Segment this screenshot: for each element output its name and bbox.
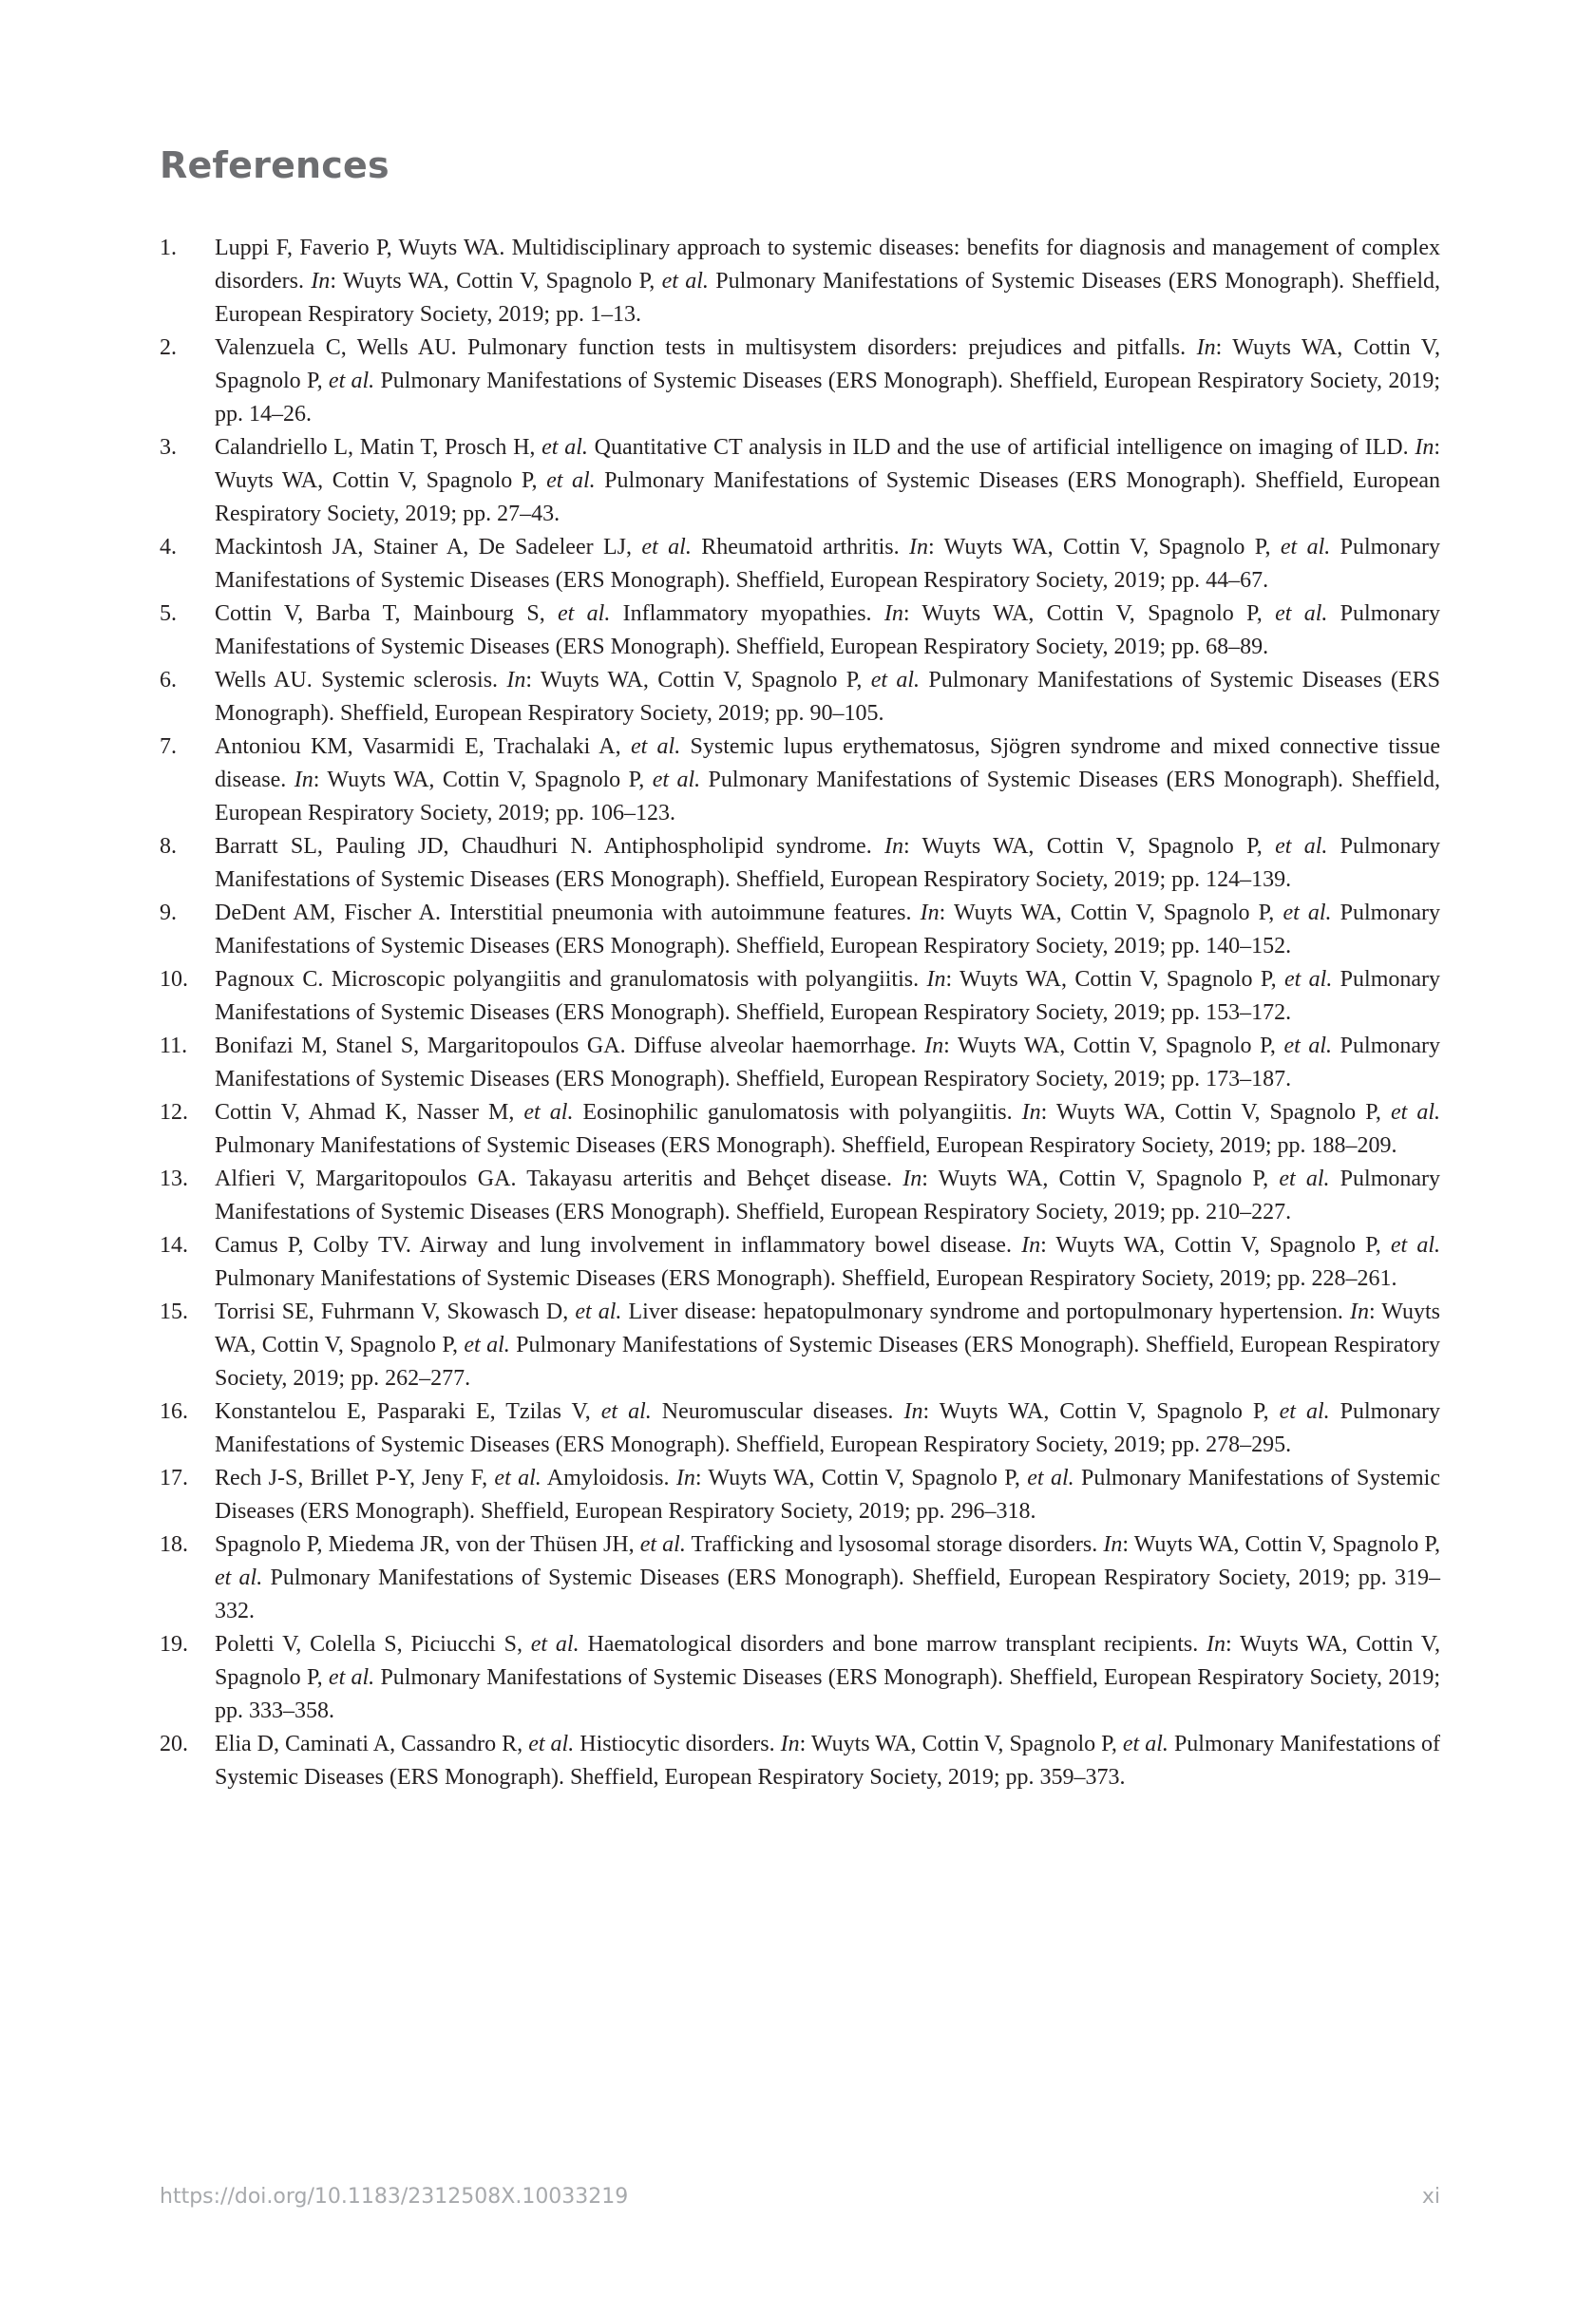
reference-italic-segment: et al. <box>630 734 681 759</box>
reference-segment: Pulmonary Manifestations of Systemic Diseases (ERS Monograph). Sheffield, European Respiratory Society, 2019; pp. 228–261. <box>215 1266 1397 1291</box>
reference-segment: Valenzuela C, Wells AU. Pulmonary function tests in multisystem disorders: prejudices and pitfalls. <box>215 335 1197 360</box>
reference-segment: : Wuyts WA, Cottin V, Spagnolo P, <box>943 1034 1284 1058</box>
reference-text <box>215 1628 1440 1728</box>
reference-segment: Pulmonary Manifestations of Systemic Diseases (ERS Monograph). Sheffield, European Respiratory Society, 2019; pp. 359–373. <box>215 1732 1440 1790</box>
reference-number: 4. <box>160 535 177 560</box>
reference-italic-segment: In <box>920 901 940 925</box>
reference-segment: : Wuyts WA, Cottin V, Spagnolo P, <box>1122 1532 1441 1557</box>
reference-italic-segment: et al. <box>1280 535 1331 560</box>
reference-segment: Pulmonary Manifestations of Systemic Diseases (ERS Monograph). Sheffield, European Respiratory Society, 2019; pp. 68–89. <box>215 601 1441 659</box>
reference-italic-segment: et al. <box>1390 1233 1440 1258</box>
reference-segment: Pulmonary Manifestations of Systemic Diseases (ERS Monograph). Sheffield, European Respiratory Society, 2019; pp. 90–105. <box>215 668 1441 726</box>
reference-segment: : Wuyts WA, Cottin V, Spagnolo P, <box>945 967 1284 992</box>
reference-italic-segment: et al. <box>464 1333 510 1357</box>
reference-item <box>160 332 1440 431</box>
reference-text <box>215 1229 1440 1296</box>
reference-italic-segment: et al. <box>639 1532 686 1557</box>
reference-segment: Systemic lupus erythematosus, Sjögren syndrome and mixed connective tissue disease. <box>215 734 1440 792</box>
reference-italic-segment: et al. <box>530 1632 580 1657</box>
reference-item <box>160 1462 1440 1528</box>
reference-segment: Pagnoux C. Microscopic polyangiitis and granulomatosis with polyangiitis. <box>215 967 927 992</box>
reference-number: 18. <box>160 1532 188 1557</box>
reference-italic-segment: et al. <box>1282 901 1332 925</box>
reference-segment: Pulmonary Manifestations of Systemic Diseases (ERS Monograph). Sheffield, European Respiratory Society, 2019; pp. 124–139. <box>215 834 1441 892</box>
reference-item <box>160 531 1440 598</box>
reference-segment: Mackintosh JA, Stainer A, De Sadeleer LJ, <box>215 535 642 560</box>
reference-text <box>215 1728 1440 1794</box>
reference-italic-segment: In <box>1206 1632 1226 1657</box>
reference-item <box>160 431 1440 531</box>
reference-text <box>215 598 1440 664</box>
reference-text <box>215 1096 1440 1163</box>
reference-segment: Pulmonary Manifestations of Systemic Diseases (ERS Monograph). Sheffield, European Respiratory Society, 2019; pp. 44–67. <box>215 535 1440 593</box>
reference-segment: Pulmonary Manifestations of Systemic Diseases (ERS Monograph). Sheffield, European Respiratory Society, 2019; pp. 262–277. <box>215 1333 1440 1391</box>
reference-number: 7. <box>160 734 177 759</box>
reference-italic-segment: In <box>1196 335 1216 360</box>
reference-segment: Luppi F, Faverio P, Wuyts WA. Multidisciplinary approach to systemic diseases: benefits for diagnosis and management of complex disorders. <box>215 236 1440 294</box>
reference-segment: Liver disease: hepatopulmonary syndrome and portopulmonary hypertension. <box>621 1300 1350 1324</box>
reference-item <box>160 1528 1440 1628</box>
reference-italic-segment: et al. <box>528 1732 575 1756</box>
reference-text <box>215 1462 1440 1528</box>
reference-segment: Pulmonary Manifestations of Systemic Diseases (ERS Monograph). Sheffield, European Respiratory Society, 2019; pp. 173–187. <box>215 1034 1441 1091</box>
reference-italic-segment: In <box>311 269 331 294</box>
reference-number: 20. <box>160 1732 188 1756</box>
reference-number: 14. <box>160 1233 188 1258</box>
reference-segment: Rech J-S, Brillet P-Y, Jeny F, <box>215 1466 495 1490</box>
reference-italic-segment: et al. <box>523 1100 574 1125</box>
reference-item <box>160 598 1440 664</box>
reference-segment: Pulmonary Manifestations of Systemic Diseases (ERS Monograph). Sheffield, European Respiratory Society, 2019; pp. 153–172. <box>215 967 1441 1025</box>
reference-number: 17. <box>160 1466 188 1490</box>
reference-item <box>160 1296 1440 1395</box>
reference-number: 5. <box>160 601 177 626</box>
reference-segment: : Wuyts WA, Cottin V, Spagnolo P, <box>928 535 1281 560</box>
reference-item <box>160 830 1440 897</box>
reference-segment: Konstantelou E, Pasparaki E, Tzilas V, <box>215 1399 601 1424</box>
reference-segment: : Wuyts WA, Cottin V, Spagnolo P, <box>313 768 653 792</box>
reference-italic-segment: et al. <box>1122 1732 1168 1756</box>
reference-segment: Torrisi SE, Fuhrmann V, Skowasch D, <box>215 1300 576 1324</box>
reference-item <box>160 1030 1440 1096</box>
reference-italic-segment: et al. <box>1275 601 1328 626</box>
reference-italic-segment: et al. <box>542 435 588 460</box>
reference-italic-segment: In <box>1021 1233 1041 1258</box>
reference-italic-segment: In <box>506 668 526 693</box>
reference-text <box>215 731 1440 830</box>
reference-italic-segment: In <box>1415 435 1434 460</box>
references-heading: References <box>160 144 390 186</box>
reference-italic-segment: In <box>884 601 903 626</box>
reference-segment: : Wuyts WA, Cottin V, Spagnolo P, <box>694 1466 1028 1490</box>
reference-text <box>215 431 1440 531</box>
reference-segment: : Wuyts WA, Cottin V, Spagnolo P, <box>922 1399 1280 1424</box>
reference-italic-segment: et al. <box>1027 1466 1074 1490</box>
reference-italic-segment: In <box>675 1466 695 1490</box>
reference-segment: Cottin V, Ahmad K, Nasser M, <box>215 1100 524 1125</box>
reference-segment: Camus P, Colby TV. Airway and lung involvement in inflammatory bowel disease. <box>215 1233 1022 1258</box>
reference-italic-segment: et al. <box>870 668 921 693</box>
reference-italic-segment: In <box>884 834 904 859</box>
reference-segment: : Wuyts WA, Cottin V, Spagnolo P, <box>215 1300 1440 1357</box>
reference-italic-segment: In <box>909 535 929 560</box>
reference-item <box>160 1728 1440 1794</box>
reference-segment: Rheumatoid arthritis. <box>691 535 910 560</box>
reference-segment: Pulmonary Manifestations of Systemic Diseases (ERS Monograph). Sheffield, European Respiratory Society, 2019; pp. 278–295. <box>215 1399 1440 1457</box>
reference-text <box>215 1528 1440 1628</box>
reference-number: 19. <box>160 1632 188 1657</box>
reference-number: 13. <box>160 1167 188 1191</box>
reference-number: 3. <box>160 435 177 460</box>
reference-segment: : Wuyts WA, Cottin V, Spagnolo P, <box>215 335 1441 393</box>
reference-italic-segment: et al. <box>652 768 701 792</box>
reference-item <box>160 1229 1440 1296</box>
reference-number: 16. <box>160 1399 188 1424</box>
reference-segment: Cottin V, Barba T, Mainbourg S, <box>215 601 559 626</box>
reference-number: 10. <box>160 967 188 992</box>
reference-italic-segment: et al. <box>600 1399 652 1424</box>
reference-italic-segment: et al. <box>328 369 375 393</box>
reference-segment: Pulmonary Manifestations of Systemic Diseases (ERS Monograph). Sheffield, European Respiratory Society, 2019; pp. 188–209. <box>215 1133 1397 1158</box>
reference-italic-segment: In <box>780 1732 800 1756</box>
reference-italic-segment: et al. <box>661 269 709 294</box>
reference-text <box>215 830 1440 897</box>
reference-segment: DeDent AM, Fischer A. Interstitial pneumonia with autoimmune features. <box>215 901 921 925</box>
reference-text <box>215 664 1440 731</box>
reference-segment: Neuromuscular diseases. <box>651 1399 904 1424</box>
reference-segment: Pulmonary Manifestations of Systemic Diseases (ERS Monograph). Sheffield, European Respiratory Society, 2019; pp. 106–123. <box>215 768 1440 825</box>
reference-segment: Pulmonary Manifestations of Systemic Diseases (ERS Monograph). Sheffield, European Respiratory Society, 2019; pp. 14–26. <box>215 369 1440 427</box>
reference-number: 8. <box>160 834 177 859</box>
reference-italic-segment: In <box>1349 1300 1369 1324</box>
reference-number: 11. <box>160 1034 188 1058</box>
reference-text <box>215 1030 1440 1096</box>
reference-italic-segment: et al. <box>641 535 692 560</box>
reference-text <box>215 1163 1440 1229</box>
reference-segment: Pulmonary Manifestations of Systemic Diseases (ERS Monograph). Sheffield, European Respiratory Society, 2019; pp. 1–13. <box>215 269 1440 327</box>
reference-item <box>160 963 1440 1030</box>
reference-segment: Poletti V, Colella S, Piciucchi S, <box>215 1632 531 1657</box>
reference-segment: Bonifazi M, Stanel S, Margaritopoulos GA. Diffuse alveolar haemorrhage. <box>215 1034 925 1058</box>
reference-italic-segment: et al. <box>494 1466 542 1490</box>
page-number: xi <box>1421 2185 1440 2209</box>
reference-text <box>215 1296 1440 1395</box>
reference-italic-segment: et al. <box>546 468 596 493</box>
reference-italic-segment: et al. <box>1283 967 1333 992</box>
reference-italic-segment: In <box>903 1399 923 1424</box>
reference-segment: : Wuyts WA, Cottin V, Spagnolo P, <box>215 435 1441 493</box>
reference-segment: Elia D, Caminati A, Cassandro R, <box>215 1732 529 1756</box>
reference-number: 9. <box>160 901 177 925</box>
reference-segment: Alfieri V, Margaritopoulos GA. Takayasu arteritis and Behçet disease. <box>215 1167 903 1191</box>
reference-item <box>160 1395 1440 1462</box>
reference-italic-segment: et al. <box>328 1665 375 1690</box>
reference-italic-segment: et al. <box>1390 1100 1441 1125</box>
reference-item <box>160 1096 1440 1163</box>
reference-segment: Antoniou KM, Vasarmidi E, Trachalaki A, <box>215 734 631 759</box>
reference-list <box>160 232 1440 1794</box>
reference-segment: : Wuyts WA, Cottin V, Spagnolo P, <box>922 1167 1280 1191</box>
reference-italic-segment: In <box>294 768 314 792</box>
reference-text <box>215 531 1440 598</box>
reference-segment: Quantitative CT analysis in ILD and the use of artificial intelligence on imaging of ILD. <box>587 435 1416 460</box>
reference-segment: : Wuyts WA, Cottin V, Spagnolo P, <box>799 1732 1123 1756</box>
reference-segment: Pulmonary Manifestations of Systemic Diseases (ERS Monograph). Sheffield, European Respiratory Society, 2019; pp. 319–332. <box>215 1565 1440 1623</box>
reference-item <box>160 664 1440 731</box>
reference-segment: Pulmonary Manifestations of Systemic Diseases (ERS Monograph). Sheffield, European Respiratory Society, 2019; pp. 296–318. <box>215 1466 1440 1524</box>
reference-item <box>160 1163 1440 1229</box>
reference-text <box>215 897 1440 963</box>
reference-segment: Spagnolo P, Miedema JR, von der Thüsen JH, <box>215 1532 640 1557</box>
reference-segment: : Wuyts WA, Cottin V, Spagnolo P, <box>903 834 1276 859</box>
reference-italic-segment: et al. <box>558 601 611 626</box>
reference-segment: Haematological disorders and bone marrow transplant recipients. <box>579 1632 1207 1657</box>
reference-segment: Pulmonary Manifestations of Systemic Diseases (ERS Monograph). Sheffield, European Respiratory Society, 2019; pp. 27–43. <box>215 468 1440 526</box>
reference-italic-segment: et al. <box>1275 834 1328 859</box>
reference-segment: : Wuyts WA, Cottin V, Spagnolo P, <box>902 601 1276 626</box>
reference-segment: Calandriello L, Matin T, Prosch H, <box>215 435 542 460</box>
reference-italic-segment: et al. <box>1279 1399 1330 1424</box>
reference-italic-segment: In <box>1021 1100 1041 1125</box>
reference-text <box>215 1395 1440 1462</box>
reference-number: 2. <box>160 335 177 360</box>
reference-segment: Wells AU. Systemic sclerosis. <box>215 668 507 693</box>
reference-italic-segment: et al. <box>1279 1167 1330 1191</box>
reference-segment: Pulmonary Manifestations of Systemic Diseases (ERS Monograph). Sheffield, European Respiratory Society, 2019; pp. 140–152. <box>215 901 1440 958</box>
reference-text <box>215 332 1440 431</box>
reference-segment: : Wuyts WA, Cottin V, Spagnolo P, <box>330 269 662 294</box>
reference-number: 12. <box>160 1100 188 1125</box>
reference-text <box>215 232 1440 332</box>
reference-text <box>215 963 1440 1030</box>
reference-segment: Pulmonary Manifestations of Systemic Diseases (ERS Monograph). Sheffield, European Respiratory Society, 2019; pp. 210–227. <box>215 1167 1441 1224</box>
reference-segment: Amyloidosis. <box>541 1466 676 1490</box>
reference-segment: : Wuyts WA, Cottin V, Spagnolo P, <box>939 901 1283 925</box>
reference-segment: Barratt SL, Pauling JD, Chaudhuri N. Antiphospholipid syndrome. <box>215 834 885 859</box>
reference-item <box>160 897 1440 963</box>
reference-number: 6. <box>160 668 177 693</box>
reference-italic-segment: In <box>902 1167 922 1191</box>
footer-doi-link[interactable]: https://doi.org/10.1183/2312508X.10033219 <box>160 2185 629 2209</box>
reference-segment: : Wuyts WA, Cottin V, Spagnolo P, <box>215 1632 1441 1690</box>
reference-segment: Histiocytic disorders. <box>574 1732 781 1756</box>
reference-italic-segment: In <box>924 1034 944 1058</box>
reference-italic-segment: et al. <box>575 1300 622 1324</box>
reference-item <box>160 232 1440 332</box>
reference-segment: Trafficking and lysosomal storage disorders. <box>685 1532 1104 1557</box>
reference-italic-segment: et al. <box>215 1565 263 1590</box>
reference-segment: Inflammatory myopathies. <box>610 601 884 626</box>
reference-item <box>160 1628 1440 1728</box>
reference-item <box>160 731 1440 830</box>
reference-segment: : Wuyts WA, Cottin V, Spagnolo P, <box>525 668 871 693</box>
reference-segment: : Wuyts WA, Cottin V, Spagnolo P, <box>1040 1100 1391 1125</box>
reference-segment: : Wuyts WA, Cottin V, Spagnolo P, <box>1040 1233 1391 1258</box>
reference-italic-segment: In <box>926 967 946 992</box>
reference-segment: Eosinophilic ganulomatosis with polyangiitis. <box>573 1100 1022 1125</box>
reference-number: 1. <box>160 236 177 260</box>
reference-italic-segment: In <box>1103 1532 1123 1557</box>
reference-number: 15. <box>160 1300 188 1324</box>
reference-italic-segment: et al. <box>1283 1034 1333 1058</box>
reference-segment: Pulmonary Manifestations of Systemic Diseases (ERS Monograph). Sheffield, European Respiratory Society, 2019; pp. 333–358. <box>215 1665 1440 1723</box>
